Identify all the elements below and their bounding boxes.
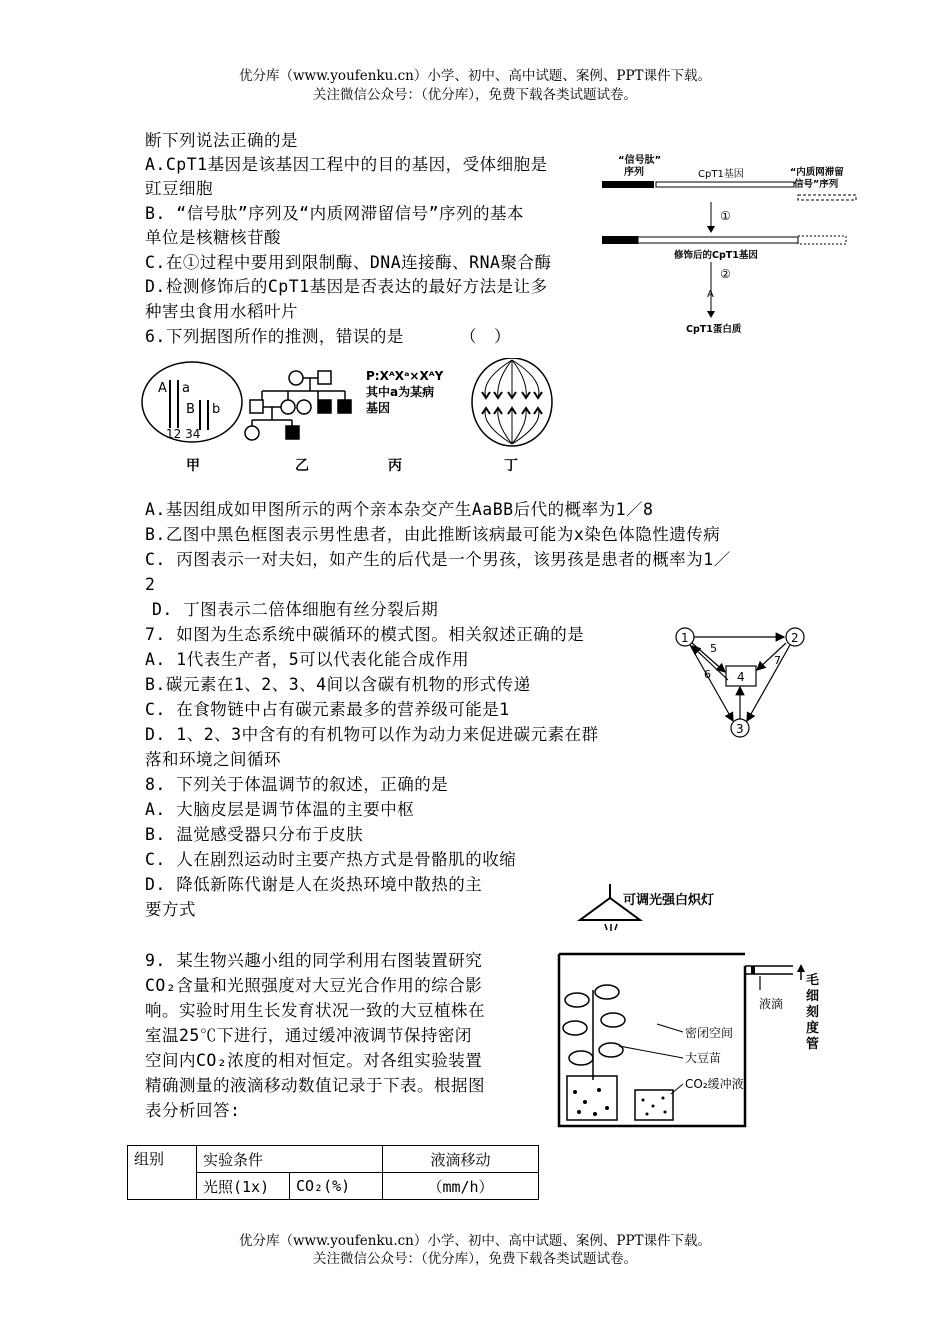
retention-bar (798, 195, 856, 200)
q9-line-1: 9. 某生物兴趣小组的同学利用右图装置研究 (145, 951, 483, 970)
allele-B: B (186, 402, 195, 417)
cpt1-gene-bar (656, 182, 794, 187)
spindle-fibers (485, 360, 539, 444)
buffer-label: CO₂缓冲液 (685, 1077, 744, 1091)
tube-label-4: 度 (806, 1021, 820, 1036)
cross-note: 其中a为某病 (366, 385, 435, 399)
q7-option-d-1: D. 1、2、3中含有的有机物可以作为动力来促进碳元素在群 (145, 725, 599, 744)
chromosome-numbers: 12 34 (166, 427, 201, 441)
node-1: 1 (681, 631, 689, 645)
footer-line-2: 关注微信公众号：（优分库），免费下载各类试题试卷。 (313, 1251, 637, 1267)
allele-A: A (158, 381, 167, 396)
retention-label-2: 信号”序列 (794, 179, 839, 190)
col-movement-unit: （mm/h） (383, 1173, 539, 1200)
q5-option-d-1: D.检测修饰后的CpT1基因是否表达的最好方法是让多 (145, 277, 548, 296)
plant-pot (567, 1076, 617, 1120)
q6-option-b: B.乙图中黑色框图表示男性患者，由此推断该病最可能为x染色体隐性遗传病 (145, 525, 721, 544)
node-4: 4 (737, 670, 745, 684)
lamp-label: 可调光强白炽灯 (623, 893, 715, 908)
droplet-label: 液滴 (759, 997, 784, 1011)
q5-option-c: C.在①过程中要用到限制酶、DNA连接酶、RNA聚合酶 (145, 253, 552, 272)
tube-label-2: 细 (806, 989, 820, 1004)
q8-option-c: C. 人在剧烈运动时主要产热方式是骨骼肌的收缩 (145, 850, 517, 869)
modified-gene-bar (638, 237, 798, 243)
step1-label: ① (720, 209, 731, 223)
q8-stem: 8. 下列关于体温调节的叙述，正确的是 (145, 775, 449, 794)
q6-option-d: D. 丁图表示二倍体细胞有丝分裂后期 (152, 600, 439, 619)
q5-option-a-2: 豇豆细胞 (145, 179, 213, 198)
q8-option-d-2: 要方式 (145, 900, 196, 919)
label-jia: 甲 (186, 458, 200, 474)
space-label: 密闭空间 (685, 1026, 734, 1040)
q7-option-c: C. 在食物链中占有碳元素最多的营养级可能是1 (145, 700, 510, 719)
q9-line-7: 表分析回答: (145, 1101, 241, 1120)
q6-answer-paren: （ ） (460, 327, 511, 346)
genetics-figure (140, 358, 560, 478)
experiment-table (127, 1145, 539, 1200)
header-line-2: 关注微信公众号：（优分库），免费下载各类试题试卷。 (313, 87, 637, 103)
label-bing: 丙 (388, 458, 402, 474)
label-ding: 丁 (504, 458, 518, 474)
cross-formula: P:XᴬXᵃ×XᴬY (366, 369, 444, 383)
q9-line-2: CO₂含量和光照强度对大豆光合作用的综合影 (145, 976, 483, 995)
pedigree-yi (245, 371, 351, 440)
col-group: 组别 (128, 1146, 197, 1200)
cpt1-gene-label: CpT1基因 (698, 169, 744, 180)
col-movement: 液滴移动 (383, 1146, 539, 1173)
tube-label-3: 刻 (806, 1005, 820, 1020)
plant-label: 大豆苗 (685, 1051, 722, 1065)
node-2: 2 (791, 631, 799, 645)
process-a-label: A (707, 289, 714, 300)
footer-line-1: 优分库（www.youfenku.cn）小学、初中、高中试题、案例、PPT课件下载。 (238, 1233, 712, 1249)
col-co2: CO₂(%) (290, 1173, 383, 1200)
modified-signal-bar (602, 236, 638, 244)
arrow-5: 5 (710, 642, 717, 655)
q7-option-b: B.碳元素在1、2、3、4间以含碳有机物的形式传递 (145, 675, 531, 694)
q8-option-a: A. 大脑皮层是调节体温的主要中枢 (145, 800, 415, 819)
q7-option-a: A. 1代表生产者，5可以代表化能合成作用 (145, 650, 470, 669)
photosynthesis-apparatus-figure (555, 880, 845, 1140)
signal-peptide-label: “信号肽” (618, 155, 662, 166)
q9-line-5: 空间内CO₂浓度的相对恒定。对各组实验装置 (145, 1051, 483, 1070)
q8-option-b: B. 温觉感受器只分布于皮肤 (145, 825, 364, 844)
node-3: 3 (736, 722, 744, 736)
allele-b: b (212, 402, 221, 417)
gene-engineering-figure (598, 150, 868, 340)
protein-label: CpT1蛋白质 (686, 324, 742, 335)
q5-option-a-1: A.CpT1基因是该基因工程中的目的基因，受体细胞是 (145, 155, 548, 174)
signal-peptide-bar (602, 181, 654, 188)
q6-option-a: A.基因组成如甲图所示的两个亲本杂交产生AaBB后代的概率为1／8 (145, 500, 654, 519)
cross-note-2: 基因 (366, 401, 391, 415)
q6-option-c-2: 2 (145, 575, 156, 594)
q9-line-3: 响。实验时用生长发育状况一致的大豆植株在 (145, 1001, 485, 1020)
retention-label-1: “内质网滞留 (790, 167, 844, 178)
q5-option-b-2: 单位是核糖核苷酸 (145, 228, 281, 247)
q9-line-4: 室温25℃下进行，通过缓冲液调节保持密闭 (145, 1026, 472, 1045)
q7-stem: 7. 如图为生态系统中碳循环的模式图。相关叙述正确的是 (145, 625, 585, 644)
q9-line-6: 精确测量的液滴移动数值记录于下表。根据图 (145, 1076, 485, 1095)
q6-option-c-1: C. 丙图表示一对夫妇，如产生的后代是一个男孩，该男孩是患者的概率为1／ (145, 550, 731, 569)
modified-retention-bar (798, 236, 846, 244)
q7-option-d-2: 落和环境之间循环 (145, 750, 281, 769)
step2-label: ② (720, 267, 731, 281)
arrow-6: 6 (704, 668, 711, 681)
q8-option-d-1: D. 降低新陈代谢是人在炎热环境中散热的主 (145, 875, 483, 894)
q5-option-d-2: 种害虫食用水稻叶片 (145, 302, 298, 321)
modified-gene-label: 修饰后的CpT1基因 (674, 250, 758, 261)
droplet-icon (751, 966, 755, 974)
tube-label-1: 毛 (806, 973, 820, 988)
allele-a: a (182, 381, 190, 396)
sealed-container (559, 954, 745, 1126)
q5-option-b-1: B. “信号肽”序列及“内质网滞留信号”序列的基本 (145, 204, 525, 223)
col-light: 光照(1x) (197, 1173, 290, 1200)
q5-stem: 断下列说法正确的是 (145, 131, 298, 150)
arrow-7: 7 (774, 654, 781, 667)
signal-peptide-label-2: 序列 (624, 167, 644, 178)
header-line-1: 优分库（www.youfenku.cn）小学、初中、高中试题、案例、PPT课件下载。 (238, 68, 712, 84)
col-conditions: 实验条件 (197, 1146, 383, 1173)
carbon-cycle-figure (670, 622, 820, 744)
q6-stem: 6.下列据图所作的推测，错误的是 (145, 327, 404, 346)
label-yi: 乙 (295, 458, 309, 474)
tube-label-5: 管 (806, 1037, 820, 1052)
soybean-plant (563, 985, 625, 1080)
